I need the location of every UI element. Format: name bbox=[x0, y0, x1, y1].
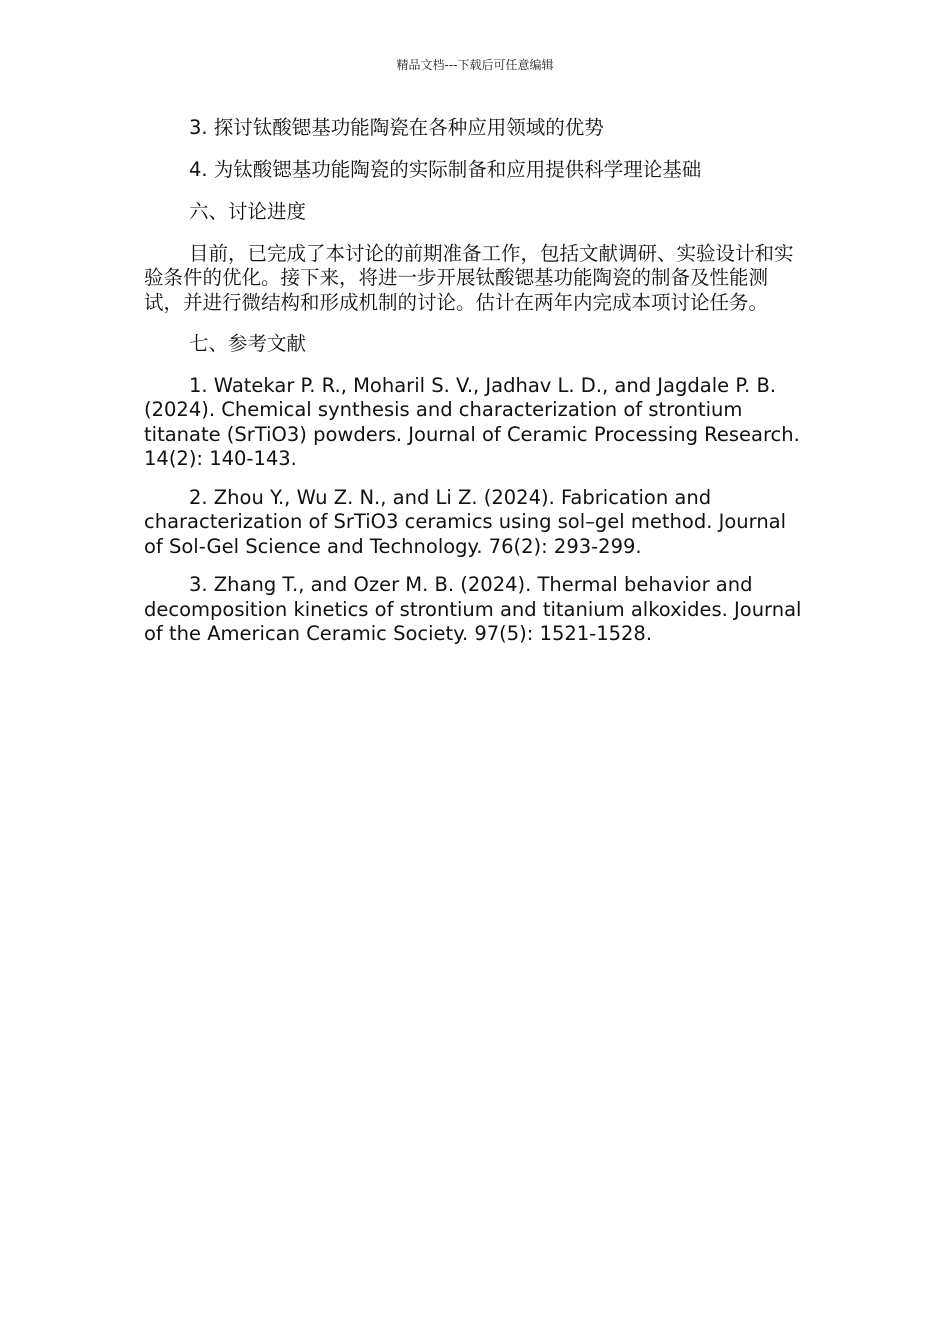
reference-item-3: 3. Zhang T., and Ozer M. B. (2024). Thermal behavior and decomposition kinetics of strontium and titanium alkoxides. Journal of the American Ceramic Society. 97(5): 1521-1528. bbox=[144, 573, 802, 645]
objective-item-3: 3. 探讨钛酸锶基功能陶瓷在各种应用领域的优势 bbox=[189, 116, 604, 139]
objective-item-4: 4. 为钛酸锶基功能陶瓷的实际制备和应用提供科学理论基础 bbox=[189, 158, 702, 181]
section-heading-references: 七、参考文献 bbox=[189, 332, 307, 355]
page-header: 精品文档---下载后可任意编辑 bbox=[396, 58, 554, 72]
document-body bbox=[144, 116, 806, 661]
section-heading-progress: 六、讨论进度 bbox=[189, 200, 307, 223]
reference-item-1: 1. Watekar P. R., Moharil S. V., Jadhav L. D., and Jagdale P. B. (2024). Chemical synthesis and characterization of strontium titanate (SrTiO3) powders. Journal of Ceramic Processing Research. 14(2): 140-143. bbox=[144, 373, 800, 470]
progress-paragraph: 目前，已完成了本讨论的前期准备工作，包括文献调研、实验设计和实验条件的优化。接下来，将进一步开展钛酸锶基功能陶瓷的制备及性能测试，并进行微结构和形成机制的讨论。估计在两年内完成本项讨论任务。 bbox=[144, 241, 794, 314]
reference-item-2: 2. Zhou Y., Wu Z. N., and Li Z. (2024). Fabrication and characterization of SrTiO3 ceramics using sol–gel method. Journal of Sol-Gel Science and Technology. 76(2): 293-299. bbox=[144, 485, 787, 558]
